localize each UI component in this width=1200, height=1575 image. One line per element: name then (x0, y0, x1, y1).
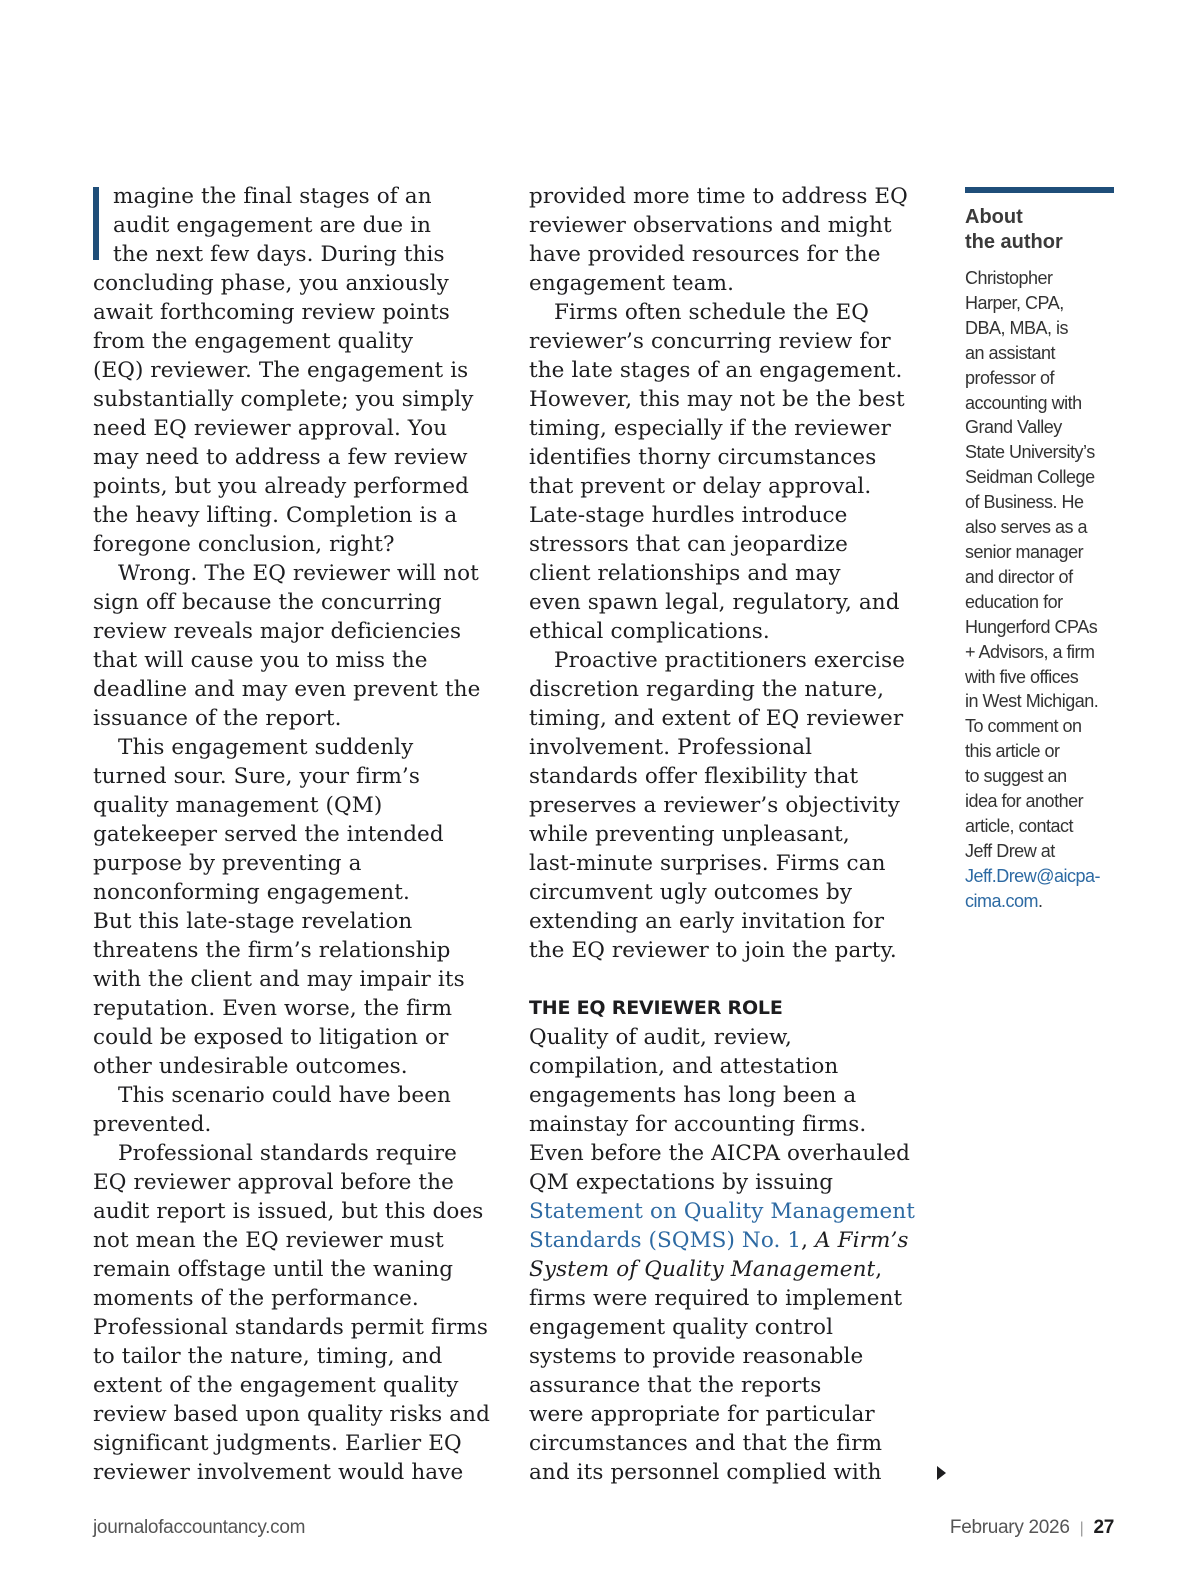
text-line: review based upon quality risks and (93, 1402, 490, 1427)
text-line: audit report is issued, but this does (93, 1199, 484, 1224)
text-line: Even before the AICPA overhauled (529, 1141, 911, 1166)
text-line: compilation, and attestation (529, 1054, 839, 1079)
text-line: systems to provide reasonable (529, 1344, 864, 1369)
text-line: client relationships and may (529, 561, 841, 586)
column-2-intro-text (529, 182, 929, 965)
continue-arrow-icon (937, 1466, 946, 1480)
text-line: substantially complete; you simply (93, 387, 474, 412)
text-line: that prevent or delay approval. (529, 474, 872, 499)
bio-line: professor of (965, 367, 1055, 388)
text-line: Proactive practitioners exercise (554, 648, 906, 673)
text-line: nonconforming engagement. (93, 880, 410, 905)
text-line: not mean the EQ reviewer must (93, 1228, 444, 1253)
text-line: and its personnel complied with (529, 1460, 882, 1485)
text-line: reviewer involvement would have (93, 1460, 464, 1485)
text-line: the heavy lifting. Completion is a (93, 503, 458, 528)
text-line: may need to address a few review (93, 445, 468, 470)
text-line: assurance that the reports (529, 1373, 822, 1398)
text-line: with the client and may impair its (93, 967, 465, 992)
bio-line: education for (965, 591, 1063, 612)
text-line: However, this may not be the best (529, 387, 905, 412)
page-number: 27 (1093, 1517, 1114, 1538)
sqms-link[interactable]: Statement on Quality Management (529, 1199, 915, 1224)
text-line: even spawn legal, regulatory, and (529, 590, 900, 615)
bio-line: Grand Valley (965, 417, 1062, 438)
section-heading: THE EQ REVIEWER ROLE (529, 997, 783, 1019)
text-line: reviewer observations and might (529, 213, 892, 238)
bio-line: To comment on (965, 716, 1082, 737)
text-line: involvement. Professional (529, 735, 813, 760)
text-line: reputation. Even worse, the firm (93, 996, 453, 1021)
text-line: ethical complications. (529, 619, 770, 644)
bio-line: and director of (965, 566, 1073, 587)
text-line: provided more time to address EQ (529, 184, 908, 209)
author-email-link[interactable]: Jeff.Drew@aicpa- (965, 865, 1100, 886)
text-line: standards offer flexibility that (529, 764, 859, 789)
text-line: extending an early invitation for (529, 909, 885, 934)
text-line: prevented. (93, 1112, 212, 1137)
sqms-link-continued[interactable]: Standards (SQMS) No. 1 (529, 1228, 802, 1253)
text-line: Professional standards permit firms (93, 1315, 488, 1340)
sidebar-rule (965, 187, 1114, 193)
text-line: foregone conclusion, right? (93, 532, 395, 557)
bio-line: Jeff Drew at (965, 840, 1055, 861)
text-line: reviewer’s concurring review for (529, 329, 891, 354)
text-line: moments of the performance. (93, 1286, 419, 1311)
text-line: timing, especially if the reviewer (529, 416, 892, 441)
text-line: (EQ) reviewer. The engagement is (93, 358, 469, 383)
section-body-text-continued (529, 1284, 929, 1487)
text-line: sign off because the concurring (93, 590, 442, 615)
text-line: have provided resources for the (529, 242, 881, 267)
sidebar-title (965, 205, 1125, 255)
text-line: engagements has long been a (529, 1083, 857, 1108)
section-body-text (529, 1023, 929, 1197)
text-line: while preventing unpleasant, (529, 822, 850, 847)
text-line: concluding phase, you anxiously (93, 271, 449, 296)
text-line: discretion regarding the nature, (529, 677, 885, 702)
text-line: preserves a reviewer’s objectivity (529, 793, 900, 818)
sqms-title-tail: , (875, 1257, 883, 1282)
author-bio (965, 266, 1125, 864)
text-line: This scenario could have been (118, 1083, 451, 1108)
text-line: deadline and may even prevent the (93, 677, 481, 702)
text-line: engagement quality control (529, 1315, 834, 1340)
text-line: mainstay for accounting firms. (529, 1112, 867, 1137)
bio-line: + Advisors, a firm (965, 641, 1095, 662)
text-line: points, but you already performed (93, 474, 470, 499)
text-line: review reveals major deficiencies (93, 619, 462, 644)
text-line: purpose by preventing a (93, 851, 362, 876)
bio-line: Hungerford CPAs (965, 616, 1098, 637)
footer-issue-info (950, 1517, 1114, 1539)
article-column-1 (93, 182, 505, 1487)
about-author-sidebar (965, 205, 1125, 914)
text-line: that will cause you to miss the (93, 648, 428, 673)
text-line: magine the final stages of an (113, 184, 432, 209)
text-line: from the engagement quality (93, 329, 414, 354)
bio-line: with five offices (965, 666, 1079, 687)
text-line: QM expectations by issuing (529, 1170, 834, 1195)
text-line: remain offstage until the waning (93, 1257, 454, 1282)
bio-line: an assistant (965, 342, 1056, 363)
text-line: await forthcoming review points (93, 300, 450, 325)
text-line: to tailor the nature, timing, and (93, 1344, 443, 1369)
text-line: were appropriate for particular (529, 1402, 875, 1427)
text-line: audit engagement are due in (113, 213, 432, 238)
text-line: identifies thorny circumstances (529, 445, 877, 470)
text-line: stressors that can jeopardize (529, 532, 848, 557)
text-line: the late stages of an engagement. (529, 358, 903, 383)
text-line: last-minute surprises. Firms can (529, 851, 886, 876)
author-email-link-continued[interactable]: cima.com (965, 890, 1039, 911)
text-line: significant judgments. Earlier EQ (93, 1431, 462, 1456)
article-column-2 (529, 182, 929, 1487)
text-line: circumvent ugly outcomes by (529, 880, 853, 905)
sqms-title-part2: System of Quality Management (529, 1257, 876, 1282)
text-line: Late-stage hurdles introduce (529, 503, 848, 528)
bio-line: of Business. He (965, 492, 1084, 513)
text-line: the next few days. During this (113, 242, 445, 267)
bio-line: Harper, CPA, (965, 292, 1064, 313)
bio-line: State University’s (965, 442, 1095, 463)
bio-line: this article or (965, 741, 1060, 762)
text-line: need EQ reviewer approval. You (93, 416, 448, 441)
text-line: Professional standards require (118, 1141, 457, 1166)
text-line: EQ reviewer approval before the (93, 1170, 454, 1195)
text-line: engagement team. (529, 271, 735, 296)
sqms-comma: , (801, 1228, 809, 1253)
bio-line: in West Michigan. (965, 691, 1099, 712)
bio-line: senior manager (965, 541, 1084, 562)
bio-line: accounting with (965, 392, 1082, 413)
text-line: other undesirable outcomes. (93, 1054, 408, 1079)
text-line: Wrong. The EQ reviewer will not (118, 561, 479, 586)
text-line: Quality of audit, review, (529, 1025, 792, 1050)
blank-line (529, 965, 929, 994)
bio-line: also serves as a (965, 517, 1088, 538)
bio-line: DBA, MBA, is (965, 317, 1069, 338)
footer-separator: | (1079, 1520, 1084, 1537)
text-line: gatekeeper served the intended (93, 822, 444, 847)
text-line: threatens the firm’s relationship (93, 938, 451, 963)
email-period: . (1038, 890, 1043, 911)
text-line: But this late-stage revelation (93, 909, 413, 934)
bio-line: article, contact (965, 815, 1074, 836)
text-line: issuance of the report. (93, 706, 342, 731)
text-line: This engagement suddenly (118, 735, 414, 760)
text-line: could be exposed to litigation or (93, 1025, 449, 1050)
text-line: Firms often schedule the EQ (554, 300, 870, 325)
bio-line: idea for another (965, 791, 1084, 812)
text-line: firms were required to implement (529, 1286, 903, 1311)
footer-site: journalofaccountancy.com (93, 1517, 306, 1538)
sidebar-title-line: About (965, 206, 1023, 228)
bio-line: Seidman College (965, 467, 1095, 488)
bio-line: Christopher (965, 268, 1053, 288)
sqms-title-part1: A Firm’s (815, 1228, 909, 1253)
bio-line: to suggest an (965, 766, 1067, 787)
sidebar-title-line: the author (965, 231, 1063, 253)
issue-date: February 2026 (949, 1517, 1070, 1538)
text-line: turned sour. Sure, your firm’s (93, 764, 421, 789)
text-line: quality management (QM) (93, 793, 383, 818)
text-line: circumstances and that the firm (529, 1431, 883, 1456)
text-line: the EQ reviewer to join the party. (529, 938, 897, 963)
text-line: extent of the engagement quality (93, 1373, 459, 1398)
text-line: timing, and extent of EQ reviewer (529, 706, 904, 731)
